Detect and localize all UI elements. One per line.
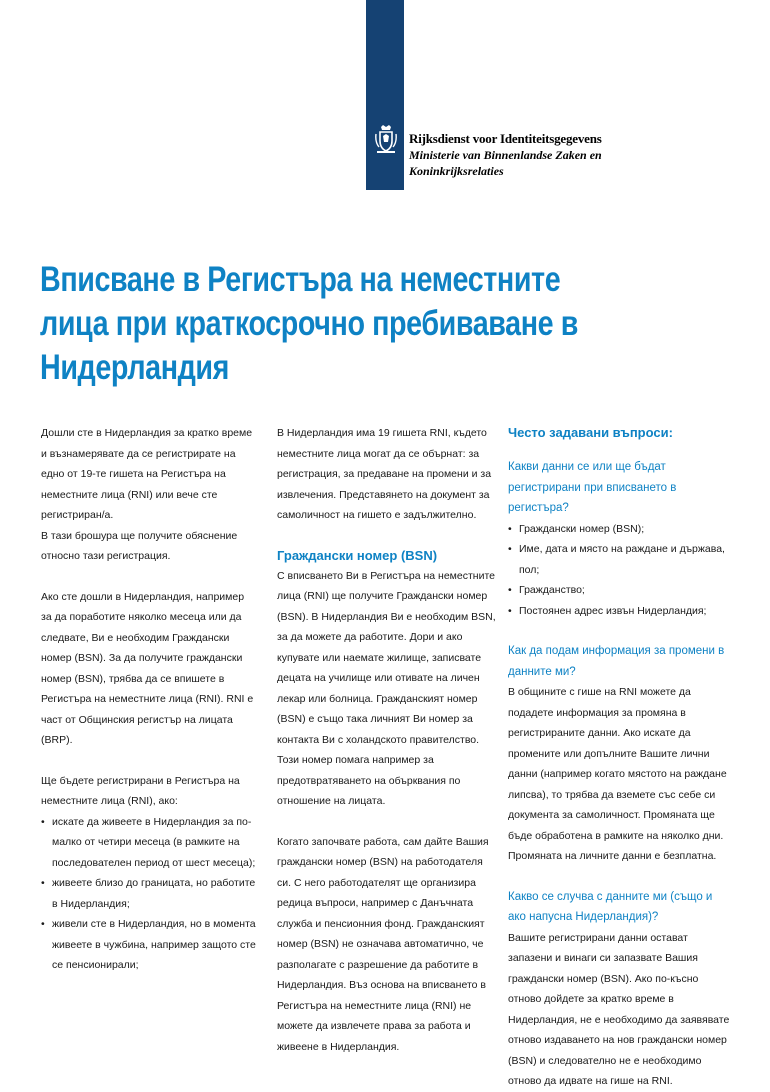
org-name-line-1: Rijksdienst voor Identiteitsgegevens <box>409 131 602 146</box>
org-name-line-3: Koninkrijksrelaties <box>409 164 504 178</box>
list-item: • Име, дата и място на раждане и държава, пол; <box>508 539 733 580</box>
intro-paragraph-4: Ще бъдете регистрирани в Регистъра на неместните лица (RNI), ако: <box>41 774 240 807</box>
bsn-paragraph-1: С вписването Ви в Регистъра на неместните лица (RNI) ще получите Граждански номер (BSN). В Нидерландия Ви е необходим BSN, за да можете да работите. Дори и ако купувате или наемате жилище, записвате децата на училище или отивате на личен лекар или болница. Гражданският номер (BSN) е също така личният Ви номер за контакта Ви с холандското правителство. Този номер помага например за предотвратяването на обърквания по отношение на лицата. <box>277 569 496 807</box>
list-item: • Постоянен адрес извън Нидерландия; <box>508 601 733 622</box>
brand-banner <box>366 0 404 190</box>
column-intro <box>41 423 256 976</box>
list-item: • Граждански номер (BSN); <box>508 519 733 540</box>
registration-conditions-list <box>41 812 256 976</box>
faq-answer-2: В общините с гише на RNI можете да подадете информация за промяна в регистрираните данни. Ако искате да промените или допълните Вашите лични данни (например когато мястото на раждане липсва), то трябва да вземете със себе си документа за самоличност. Промяната ще бъде обработена в рамките на няколко дни. Промяната на личните данни е безплатна. <box>508 686 727 862</box>
column-faq <box>508 423 733 1092</box>
list-item: • Гражданство; <box>508 580 733 601</box>
org-name-line-2: Ministerie van Binnenlandse Zaken en <box>409 148 602 162</box>
faq-heading: Често задавани въпроси: <box>508 425 673 440</box>
organization-logo-text <box>409 131 602 179</box>
bsn-paragraph-2: Когато започвате работа, сам дайте Вашия граждански номер (BSN) на работодателя си. С него работодателят ще организира редица въпроси, например с Данъчната служба и пенсионния фонд. Гражданският номер (BSN) не означава автоматично, че разполагате с разрешение да работите в Нидерландия. Въз основа на вписването в Регистъра на неместните лица (RNI) не можете да извлечете права за работа и живеене в Нидерландия. <box>277 835 489 1053</box>
column-bsn <box>277 423 497 1057</box>
faq-answer-3: Вашите регистрирани данни остават запазени и винаги си запазвате Вашия граждански номер (BSN). Ако по-късно отново дойдете за кратко време в Нидерландия, не е необходимо да заявявате отново издаването на нов граждански номер (BSN) и следователно не е необходимо отново да идвате на гише на RNI. <box>508 931 730 1087</box>
intro-paragraph-1: Дошли сте в Нидерландия за кратко време и възнамерявате да се регистрирате на едно от 19-те гишета на Регистъра на неместните лица (RNI) или вече сте регистриран/а. <box>41 427 253 521</box>
intro-paragraph-3: Ако сте дошли в Нидерландия, например за да поработите няколко месеца или да следвате, Ви е необходим Граждански номер (BSN). За да получите граждански номер (BSN), трябва да се впишете в Регистъра на неместните лица (RNI). RNI е част от Общинския регистър на лицата (BRP). <box>41 590 254 746</box>
registered-data-list <box>508 519 733 622</box>
desks-paragraph: В Нидерландия има 19 гишета RNI, където неместните лица могат да се обърнат: за регистрация, за предаване на промени и за извлечения. Представянето на документ за самоличност на гишето е задължително. <box>277 427 492 521</box>
list-item: • живели сте в Нидерландия, но в момента живеете в чужбина, например защото сте се пенсионирали; <box>41 914 256 976</box>
faq-question-3: Какво се случва с данните ми (също и ако напусна Нидерландия)? <box>508 890 713 923</box>
faq-question-2: Как да подам информация за промени в данните ми? <box>508 645 725 678</box>
faq-question-1: Какви данни се или ще бъдат регистрирани при вписването в регистъра? <box>508 461 677 514</box>
royal-crest-icon <box>374 124 398 154</box>
list-item: • живеете близо до границата, но работите в Нидерландия; <box>41 873 256 914</box>
bsn-heading: Граждански номер (BSN) <box>277 547 438 563</box>
list-item: • искате да живеете в Нидерландия за по-малко от четири месеца (в рамките на последователен период от шест месеца); <box>41 812 256 874</box>
intro-paragraph-2: В тази брошура ще получите обяснение относно тази регистрация. <box>41 529 238 562</box>
page-title: Вписване в Регистъра на неместните лица при краткосрочно пребиваване в Нидерландия <box>40 260 578 387</box>
